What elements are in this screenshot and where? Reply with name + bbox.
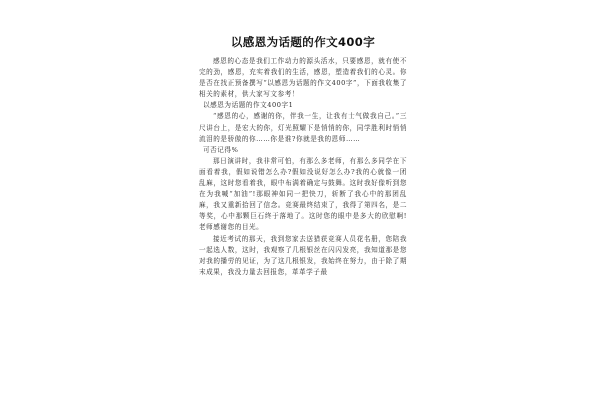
document-body bbox=[199, 56, 407, 278]
document-title: 以感恩为话题的作文400字 bbox=[230, 35, 376, 49]
section-subheading: 可否记得% bbox=[203, 145, 239, 154]
intro-paragraph: 感恩的心态是我们工作动力的源头活水，只要感恩，就有使不完的劲，感恩，充实着我们的生活，感恩，塑造着我们的心灵。你是否在找正预备撰写“以感恩为话题的作文400字”，下面我收集了相关的素材，供大家写文参考！ bbox=[199, 57, 407, 99]
essay-paragraph-1: “感恩的心，感谢的你，伴我一生，让我有士气做我自己。”三尺讲台上，是宏大的你，灯光照耀下是悄悄的你，同学胜利时悄悄流泪的是骄傲的你……你是谁?你就是我的恩师…… bbox=[199, 112, 407, 143]
essay-paragraph-3: 接近考试的那天，我到您家去送猎获竞赛人员花名册，您陪我一起选人数，这时，我观察了几根银丝在闪闪发亮，我知道那是您对我的播劳的见证，为了这几根银发，我始终在努力，由于除了期末成果，我没力量去回报您，革革学子最 bbox=[199, 234, 407, 276]
document-page bbox=[199, 30, 407, 400]
essay-paragraph-2: 那日演讲时，我非常可怕，有那么多老师，有那么多同学在下面看着我，假如说错怎么办?假如没说好怎么办?我的心就像一团乱麻，这时您看着我，眼中布满着确定与鼓舞。这时我好像听到您在为我喊“加油”!那眼神如同一把快刀，斩断了我心中的那团乱麻，我又重新拾回了信念。竞赛最终结束了，我得了第四名，是二等奖，心中那颗巨石终于落地了。这时您的眼中是多大的欣慰啊!老师感谢您的目光。 bbox=[199, 156, 407, 232]
essay-heading: 以感恩为话题的作文400字1 bbox=[203, 101, 294, 110]
